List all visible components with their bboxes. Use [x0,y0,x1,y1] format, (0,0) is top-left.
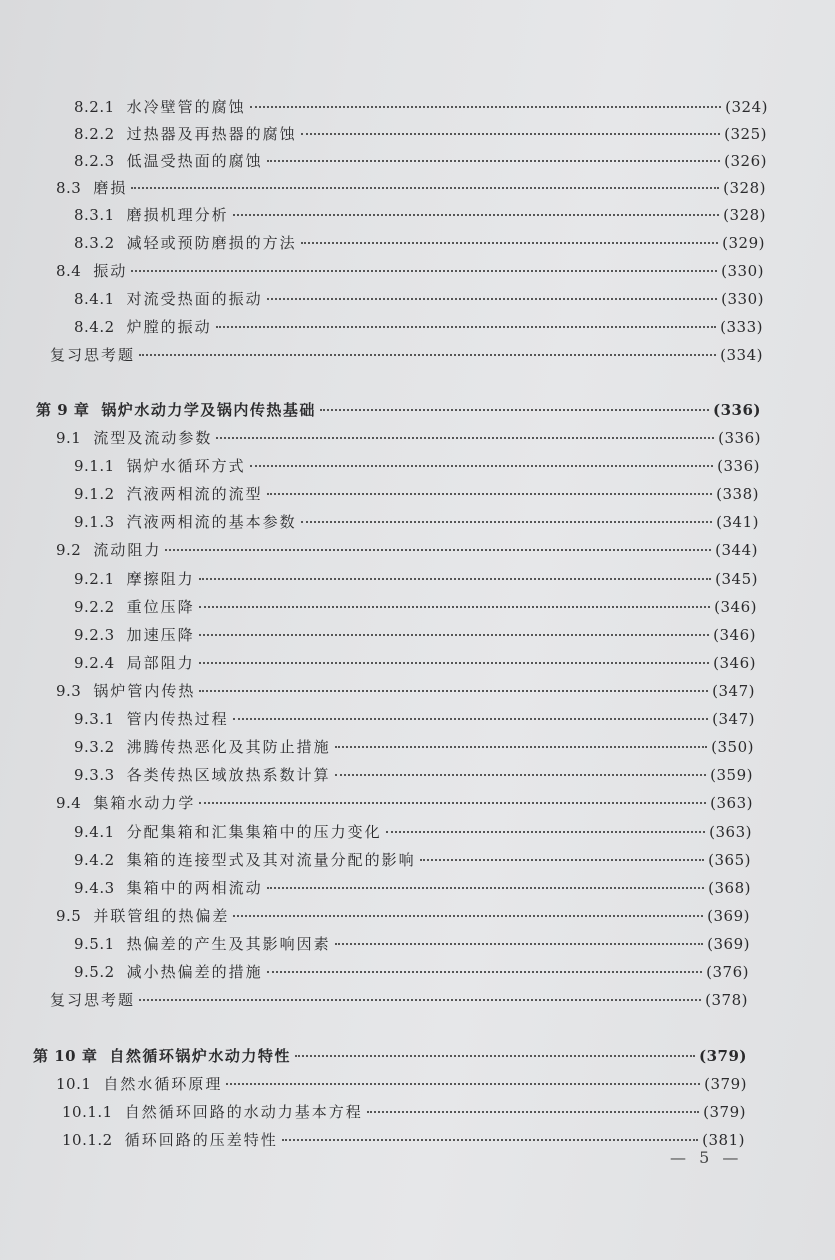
section-title: 过热器及再热器的腐蚀 [126,125,297,143]
toc-entry[interactable] [56,1074,747,1094]
toc-entry[interactable] [74,653,756,673]
section-title: 集箱水动力学 [93,794,196,812]
section-number: 9.5.2 [74,963,115,981]
page-reference: (326) [724,152,767,170]
section-title: 自然水循环原理 [103,1075,223,1093]
page-reference: (346) [714,598,757,616]
page-reference: (376) [706,963,749,981]
section-title: 复习思考题 [50,991,136,1009]
dot-leader [267,298,717,300]
section-title: 锅炉管内传热 [93,682,196,700]
section-title: 锅炉水循环方式 [126,457,246,475]
section-title: 振动 [93,262,128,280]
page-reference: (369) [707,935,750,953]
page-number: — 5 — [670,1148,743,1167]
toc-entry[interactable] [56,540,758,560]
toc-entry[interactable] [56,906,750,926]
section-title: 减轻或预防磨损的方法 [126,234,297,252]
dot-leader [320,409,709,411]
toc-entry[interactable] [74,317,763,337]
section-number: 9.1 [56,429,82,447]
section-number: 8.2.1 [74,98,115,116]
toc-entry[interactable] [74,569,758,589]
page-reference: (379) [704,1075,747,1093]
section-number: 9.2.2 [74,598,115,616]
page-reference: (346) [713,654,756,672]
page-reference: (336) [712,401,761,419]
section-title: 并联管组的热偏差 [93,907,230,925]
dot-leader [216,437,714,439]
dot-leader [301,242,718,244]
dot-leader [199,606,710,608]
toc-entry[interactable] [50,990,748,1010]
toc-entry[interactable] [74,205,766,225]
dot-leader [250,106,721,108]
section-number: 9.3 [56,682,82,700]
section-title: 热偏差的产生及其影响因素 [126,935,331,953]
toc-chapter-entry[interactable] [33,1046,747,1066]
page-reference: (350) [711,738,754,756]
dot-leader [267,160,720,162]
section-number: 9.4.3 [74,879,115,897]
dot-leader [199,690,708,692]
page-reference: (328) [723,179,766,197]
section-title: 局部阻力 [126,654,195,672]
page-reference: (336) [717,457,760,475]
section-title: 减小热偏差的措施 [126,963,263,981]
dot-leader [199,802,706,804]
section-number: 9.1.1 [74,457,115,475]
dot-leader [420,859,704,861]
page-reference: (381) [702,1131,745,1149]
page-reference: (334) [720,346,763,364]
section-title: 重位压降 [126,598,195,616]
dot-leader [335,943,703,945]
dot-leader [301,133,720,135]
toc-entry[interactable] [74,737,754,757]
toc-entry[interactable] [74,233,765,253]
page-reference: (368) [708,879,751,897]
dot-leader [233,214,719,216]
section-title: 分配集箱和汇集集箱中的压力变化 [126,823,382,841]
toc-entry[interactable] [74,484,759,504]
section-title: 摩擦阻力 [126,570,195,588]
dot-leader [295,1055,695,1057]
section-title: 锅炉水动力学及锅内传热基础 [101,401,316,419]
toc-entry[interactable] [74,512,759,532]
page-reference: (378) [705,991,748,1009]
toc-entry[interactable] [74,597,757,617]
page-reference: (328) [723,206,766,224]
dot-leader [250,465,713,467]
section-number: 9.3.2 [74,738,115,756]
page-reference: (324) [725,98,768,116]
section-number: 9.1.2 [74,485,115,503]
dot-leader [226,1083,700,1085]
dot-leader [131,270,717,272]
section-number: 8.4 [56,262,82,280]
toc-entry[interactable] [74,625,756,645]
section-title: 自然循环回路的水动力基本方程 [124,1103,363,1121]
dot-leader [367,1111,699,1113]
section-number: 8.3 [56,179,82,197]
dot-leader [139,354,716,356]
dot-leader [131,187,719,189]
section-title: 加速压降 [126,626,195,644]
section-title: 循环回路的压差特性 [124,1131,278,1149]
page-reference: (363) [709,823,752,841]
section-number: 10.1 [56,1075,92,1093]
page-reference: (363) [710,794,753,812]
section-number: 9.3.3 [74,766,115,784]
section-title: 管内传热过程 [126,710,229,728]
section-title: 低温受热面的腐蚀 [126,152,263,170]
toc-entry[interactable] [74,765,753,785]
dot-leader [335,746,707,748]
section-number: 9.2.3 [74,626,115,644]
toc-entry[interactable] [74,97,768,117]
dot-leader [282,1139,698,1141]
toc-entry[interactable] [50,345,763,365]
section-title: 流型及流动参数 [93,429,213,447]
section-title: 自然循环锅炉水动力特性 [109,1047,291,1065]
dot-leader [139,999,701,1001]
page-reference: (347) [712,710,755,728]
page-reference: (346) [713,626,756,644]
section-title: 集箱中的两相流动 [126,879,263,897]
section-number: 8.2.2 [74,125,115,143]
section-number: 9.2.1 [74,570,115,588]
section-title: 沸腾传热恶化及其防止措施 [126,738,331,756]
page-reference: (330) [721,290,764,308]
section-number: 9.5 [56,907,82,925]
dot-leader [335,774,706,776]
section-number: 10.1.2 [62,1131,113,1149]
section-title: 汽液两相流的流型 [126,485,263,503]
page-reference: (359) [710,766,753,784]
section-number: 8.3.2 [74,234,115,252]
section-number: 9.5.1 [74,935,115,953]
toc-chapter-entry[interactable] [36,400,761,420]
toc-entry[interactable] [74,962,749,982]
dot-leader [199,578,711,580]
page-reference: (344) [715,541,758,559]
toc-entry[interactable] [62,1130,745,1150]
section-number: 8.3.1 [74,206,115,224]
dot-leader [165,549,711,551]
dot-leader [199,634,709,636]
section-number: 第 10 章 [33,1047,98,1065]
toc-entry[interactable] [56,793,753,813]
page-reference: (330) [721,262,764,280]
section-number: 10.1.1 [62,1103,113,1121]
section-title: 各类传热区域放热系数计算 [126,766,331,784]
section-number: 8.4.1 [74,290,115,308]
section-title: 汽液两相流的基本参数 [126,513,297,531]
dot-leader [267,493,712,495]
section-title: 磨损 [93,179,128,197]
section-title: 集箱的连接型式及其对流量分配的影响 [126,851,416,869]
toc-entry[interactable] [74,934,750,954]
toc-entry[interactable] [74,709,755,729]
toc-entry[interactable] [74,124,767,144]
section-number: 9.2.4 [74,654,115,672]
toc-entry[interactable] [74,878,751,898]
section-number: 9.3.1 [74,710,115,728]
section-title: 炉膛的振动 [126,318,212,336]
toc-entry[interactable] [56,428,761,448]
page-reference: (345) [715,570,758,588]
section-title: 流动阻力 [93,541,162,559]
dot-leader [216,326,716,328]
page-reference: (338) [716,485,759,503]
section-number: 9.4.1 [74,823,115,841]
section-number: 9.1.3 [74,513,115,531]
dot-leader [386,831,705,833]
section-number: 第 9 章 [36,401,90,419]
page-reference: (333) [720,318,763,336]
page-reference: (336) [718,429,761,447]
section-number: 9.2 [56,541,82,559]
dot-leader [199,662,709,664]
section-title: 对流受热面的振动 [126,290,263,308]
toc-entry[interactable] [74,456,760,476]
page-reference: (379) [703,1103,746,1121]
dot-leader [267,887,704,889]
page-reference: (369) [707,907,750,925]
toc-entry[interactable] [74,289,764,309]
dot-leader [267,971,702,973]
dot-leader [301,521,712,523]
dot-leader [233,915,703,917]
page-reference: (347) [712,682,755,700]
page-reference: (365) [708,851,751,869]
section-number: 9.4 [56,794,82,812]
toc-entry[interactable] [74,151,767,171]
toc-entry[interactable] [74,850,751,870]
section-title: 复习思考题 [50,346,136,364]
toc-entry[interactable] [56,681,755,701]
section-title: 水冷壁管的腐蚀 [126,98,246,116]
section-title: 磨损机理分析 [126,206,229,224]
section-number: 8.4.2 [74,318,115,336]
page-reference: (329) [722,234,765,252]
section-number: 9.4.2 [74,851,115,869]
toc-entry[interactable] [56,261,764,281]
dot-leader [233,718,708,720]
toc-entry[interactable] [56,178,766,198]
page-reference: (379) [698,1047,747,1065]
page-reference: (325) [724,125,767,143]
toc-entry[interactable] [62,1102,746,1122]
section-number: 8.2.3 [74,152,115,170]
page-reference: (341) [716,513,759,531]
toc-entry[interactable] [74,822,752,842]
